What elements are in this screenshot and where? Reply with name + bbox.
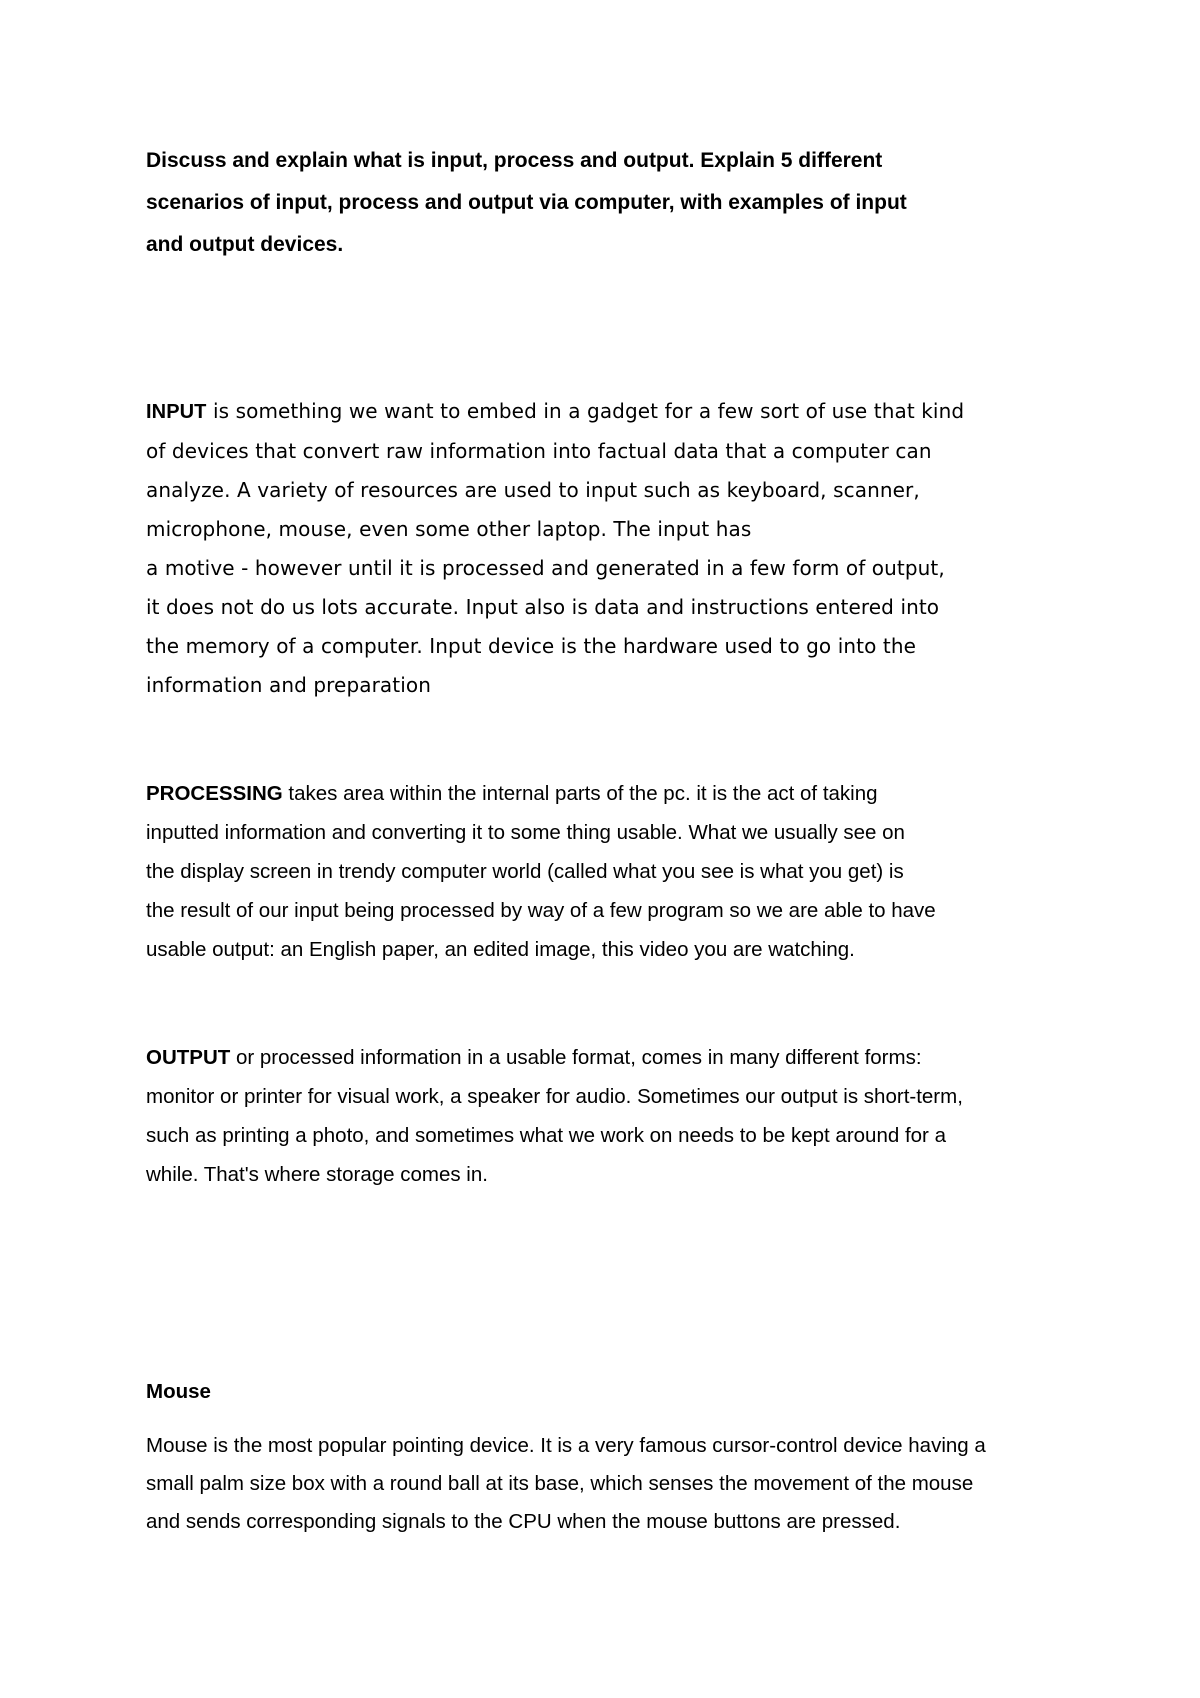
mouse-line: and sends corresponding signals to the CPU when the mouse buttons are pressed. [146, 1510, 901, 1533]
mouse-line: Mouse is the most popular pointing device. It is a very famous cursor-control device having a [146, 1434, 986, 1457]
processing-term: PROCESSING [146, 782, 283, 805]
processing-paragraph [146, 774, 1086, 969]
question-heading [146, 140, 1086, 266]
input-line: a motive - however until it is processed and generated in a few form of output, [146, 556, 945, 580]
input-line: microphone, mouse, even some other laptop. The input has [146, 517, 752, 541]
input-line: information and preparation [146, 673, 431, 697]
processing-line: the result of our input being processed by way of a few program so we are able to have [146, 899, 936, 922]
question-line: Discuss and explain what is input, process and output. Explain 5 different [146, 149, 883, 172]
input-line: of devices that convert raw information into factual data that a computer can [146, 439, 932, 463]
output-paragraph [146, 1038, 1086, 1194]
input-line: the memory of a computer. Input device is the hardware used to go into the [146, 634, 917, 658]
input-term: INPUT [146, 401, 207, 423]
question-line: scenarios of input, process and output via computer, with examples of input [146, 191, 907, 214]
question-line: and output devices. [146, 233, 344, 256]
mouse-heading: Mouse [146, 1380, 211, 1403]
input-line: analyze. A variety of resources are used to input such as keyboard, scanner, [146, 478, 920, 502]
output-first-line-text: or processed information in a usable format, comes in many different forms: [230, 1046, 922, 1069]
output-term: OUTPUT [146, 1046, 231, 1069]
input-first-line [146, 392, 1086, 432]
processing-line: inputted information and converting it to some thing usable. What we usually see on [146, 821, 905, 844]
processing-first-line [146, 774, 1086, 813]
output-line: while. That's where storage comes in. [146, 1163, 488, 1186]
output-line: such as printing a photo, and sometimes what we work on needs to be kept around for a [146, 1124, 946, 1147]
input-line: it does not do us lots accurate. Input also is data and instructions entered into [146, 595, 940, 619]
processing-line: usable output: an English paper, an edited image, this video you are watching. [146, 938, 855, 961]
output-line: monitor or printer for visual work, a speaker for audio. Sometimes our output is short-term, [146, 1085, 963, 1108]
input-paragraph [146, 392, 1086, 705]
processing-line: the display screen in trendy computer world (called what you see is what you get) is [146, 860, 904, 883]
mouse-paragraph [146, 1427, 1086, 1541]
mouse-line: small palm size box with a round ball at its base, which senses the movement of the mouse [146, 1472, 974, 1495]
processing-first-line-text: takes area within the internal parts of the pc. it is the act of taking [282, 782, 878, 805]
output-first-line [146, 1038, 1086, 1077]
input-first-line-text: is something we want to embed in a gadget for a few sort of use that kind [206, 399, 965, 423]
